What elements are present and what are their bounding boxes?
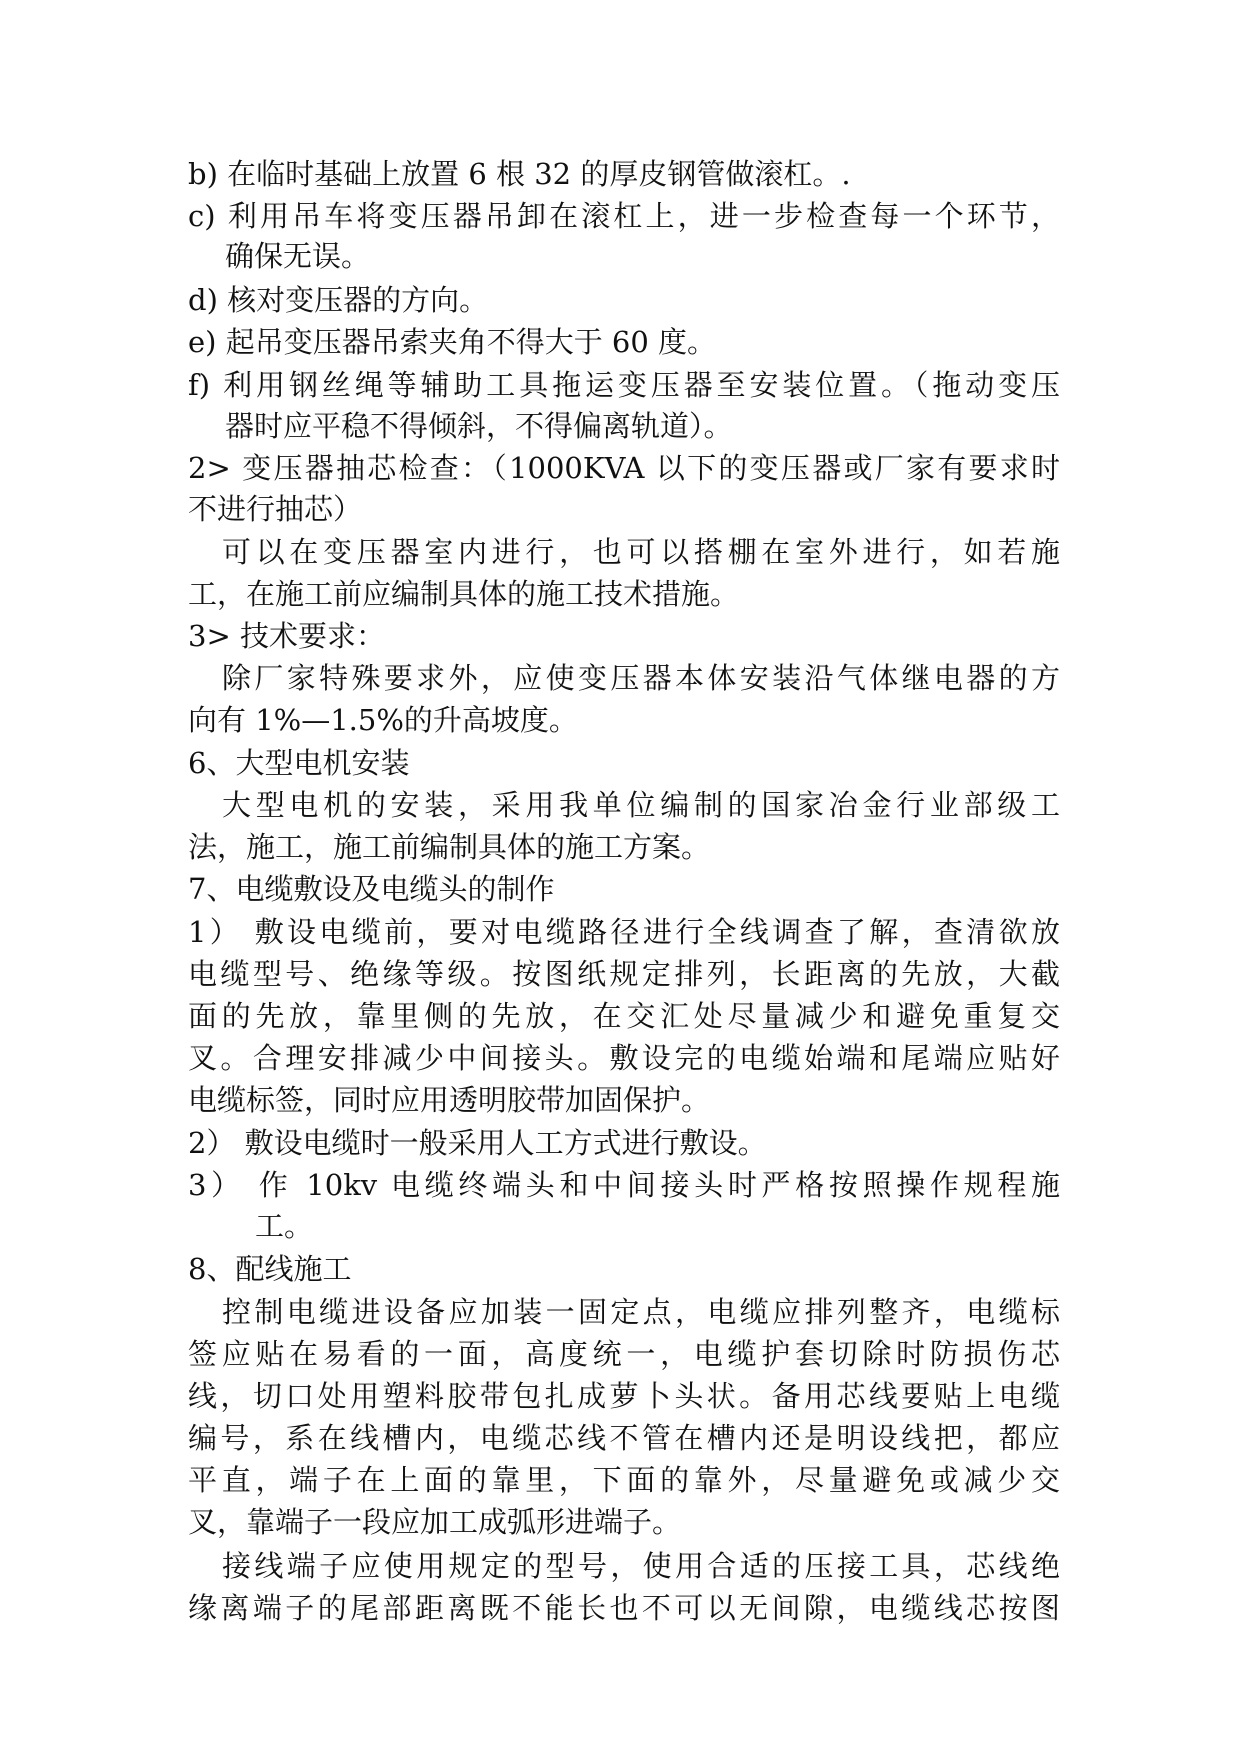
text-line: 器时应平稳不得倾斜，不得偏离轨道）。 [225,409,733,443]
text-line: 2> 变压器抽芯检查：（1000KVA 以下的变压器或厂家有要求时 [188,451,1060,485]
text-line: 电缆标签，同时应用透明胶带加固保护。 [188,1083,711,1117]
text-line: 电缆型号、绝缘等级。按图纸规定排列，长距离的先放，大截 [188,957,1060,991]
text-line: 工，在施工前应编制具体的施工技术措施。 [188,577,740,611]
text-line: 签应贴在易看的一面，高度统一，电缆护套切除时防损伤芯 [188,1337,1060,1371]
text-line: 3> 技术要求： [188,619,385,653]
text-line: 缘离端子的尾部距离既不能长也不可以无间隙，电缆线芯按图 [188,1591,1060,1625]
text-line: f) 利用钢丝绳等辅助工具拖运变压器至安装位置。（拖动变压 [188,368,1060,402]
text-line: 编号，系在线槽内，电缆芯线不管在槽内还是明设线把，都应 [188,1421,1060,1455]
text-line: 线，切口处用塑料胶带包扎成萝卜头状。备用芯线要贴上电缆 [188,1379,1060,1413]
text-line: d) 核对变压器的方向。 [188,283,489,317]
text-line: 工。 [255,1209,314,1243]
text-line: b) 在临时基础上放置 6 根 32 的厚皮钢管做滚杠。. [188,157,851,191]
text-line: 1） 敷设电缆前，要对电缆路径进行全线调查了解，查清欲放 [188,915,1060,949]
text-line: 确保无误。 [225,239,371,273]
text-line: 法，施工，施工前编制具体的施工方案。 [188,830,711,864]
text-line: e) 起吊变压器吊索夹角不得大于 60 度。 [188,325,717,359]
text-line: 2） 敷设电缆时一般采用人工方式进行敷设。 [188,1126,767,1160]
text-line: 面的先放，靠里侧的先放，在交汇处尽量减少和避免重复交 [188,999,1060,1033]
text-line: 叉。合理安排减少中间接头。敷设完的电缆始端和尾端应贴好 [188,1041,1060,1075]
text-line: 大型电机的安装，采用我单位编制的国家冶金行业部级工 [222,788,1060,822]
text-line: 除厂家特殊要求外，应使变压器本体安装沿气体继电器的方 [222,661,1060,695]
text-line: 控制电缆进设备应加装一固定点，电缆应排列整齐，电缆标 [222,1295,1060,1329]
text-line: 不进行抽芯） [188,492,363,526]
text-line: 接线端子应使用规定的型号，使用合适的压接工具，芯线绝 [222,1549,1060,1583]
text-line: 可以在变压器室内进行，也可以搭棚在室外进行，如若施 [222,535,1060,569]
text-line: 平直，端子在上面的靠里，下面的靠外，尽量避免或减少交 [188,1463,1060,1497]
text-line: c) 利用吊车将变压器吊卸在滚杠上，进一步检查每一个环节， [188,199,1060,233]
text-line: 叉，靠端子一段应加工成弧形进端子。 [188,1505,682,1539]
text-line: 8、配线施工 [188,1252,352,1286]
text-line: 向有 1%—1.5%的升高坡度。 [188,703,578,737]
text-line: 6、大型电机安装 [188,746,410,780]
text-line: 7、电缆敷设及电缆头的制作 [188,872,555,906]
text-line: 3） 作 10kv 电缆终端头和中间接头时严格按照操作规程施 [188,1168,1060,1202]
